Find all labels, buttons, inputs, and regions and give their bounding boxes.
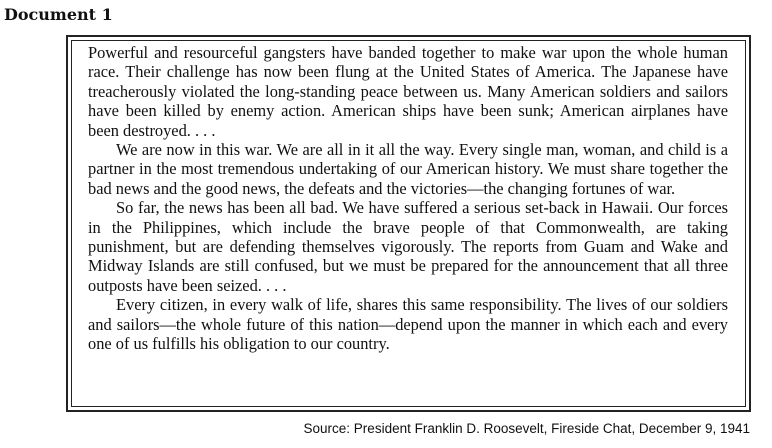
paragraph-3: So far, the news has been all bad. We have suffered a serious set-back in Hawaii. Our forces in the Philippines, which include the brave people of that Commonwealth, are taking punishment, but are defending themselves vigorously. The reports from Guam and Wake and Midway Islands are still confused, but we must be prepared for the announcement that all three outposts have been seized. . . . (88, 198, 728, 295)
paragraph-1: Powerful and resourceful gangsters have banded together to make war upon the whole human race. Their challenge has now been flung at the United States of America. The Japanese have treacherously violated the long-standing peace between us. Many American soldiers and sailors have been killed by enemy action. American ships have been sunk; American airplanes have been destroyed. . . . (88, 43, 728, 140)
document-text (88, 43, 728, 354)
source-citation: Source: President Franklin D. Roosevelt, Fireside Chat, December 9, 1941 (303, 421, 750, 436)
paragraph-2: We are now in this war. We are all in it all the way. Every single man, woman, and child is a partner in the most tremendous undertaking of our American history. We must share together the bad news and the good news, the defeats and the victories—the changing fortunes of war. (88, 140, 728, 198)
paragraph-4: Every citizen, in every walk of life, shares this same responsibility. The lives of our soldiers and sailors—the whole future of this nation—depend upon the manner in which each and every one of us fulfills his obligation to our country. (88, 295, 728, 354)
document-heading: Document 1 (4, 5, 113, 24)
